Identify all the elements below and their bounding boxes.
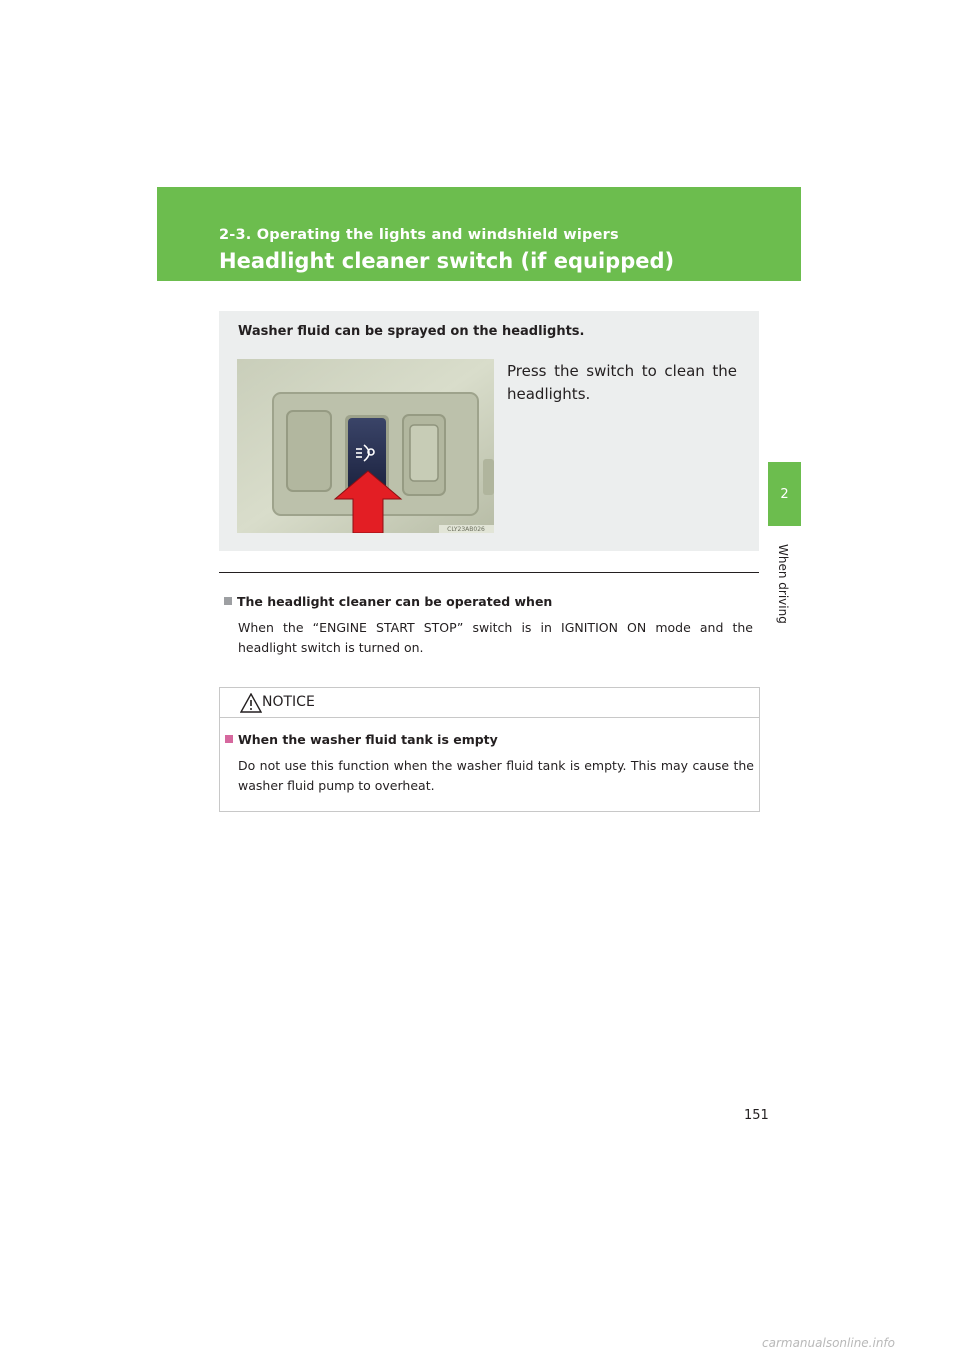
switch-illustration — [237, 359, 494, 533]
chapter-tab[interactable] — [768, 462, 801, 622]
intro-box — [219, 311, 759, 551]
page-title: Headlight cleaner switch (if equipped) — [219, 249, 675, 273]
notice-label: NOTICE — [262, 694, 315, 710]
notice-bullet-icon — [225, 735, 233, 743]
chapter-tab-label: When driving — [776, 544, 790, 624]
notice-subtitle — [225, 732, 498, 747]
notice-header — [220, 688, 759, 718]
notice-body: Do not use this function when the washer fluid tank is empty. This may cause the washer fluid pump to overheat. — [238, 758, 754, 793]
chapter-tab-number: 2 — [768, 462, 801, 526]
page-number: 151 — [744, 1108, 769, 1123]
image-code: CLY23AB026 — [447, 526, 485, 533]
intro-heading: Washer fluid can be sprayed on the headlights. — [238, 324, 585, 339]
intro-instruction: Press the switch to clean the headlights. — [507, 362, 737, 403]
note-title — [224, 594, 552, 609]
note-body: When the “ENGINE START STOP” switch is in IGNITION ON mode and the headlight switch is turned on. — [238, 620, 753, 655]
watermark[interactable]: carmanualsonline.info — [762, 1336, 896, 1350]
square-bullet-icon — [224, 597, 232, 605]
note-title-text: The headlight cleaner can be operated when — [237, 594, 553, 609]
warning-triangle-icon — [240, 693, 262, 713]
section-rule — [219, 572, 759, 573]
notice-box — [219, 687, 760, 812]
notice-subtitle-text: When the washer fluid tank is empty — [238, 732, 498, 747]
header-band — [157, 187, 801, 281]
section-label: 2-3. Operating the lights and windshield wipers — [219, 227, 619, 243]
